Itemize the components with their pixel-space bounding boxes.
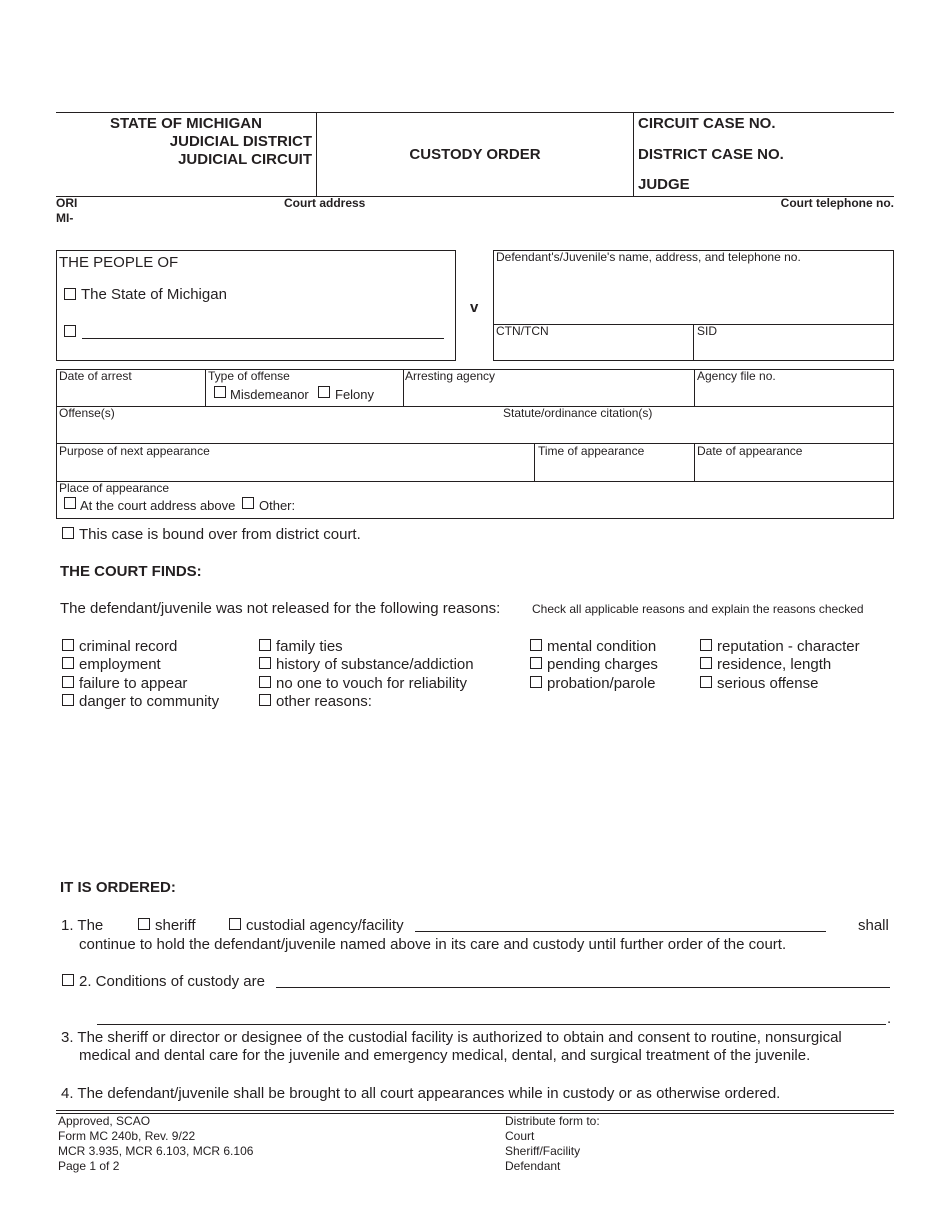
sid-label: SID — [697, 324, 718, 338]
court-telephone-label: Court telephone no. — [780, 196, 894, 210]
order-1-line-2: continue to hold the defendant/juvenile named above in its care and custody until further order of the court. — [79, 936, 787, 953]
order-3-line-1: 3. The sheriff or director or designee of the custodial facility is authorized to obtain and consent to routine, nonsurgical — [61, 1029, 842, 1046]
footer-approved: Approved, SCAO — [58, 1114, 151, 1128]
reason-label: serious offense — [717, 675, 819, 692]
reason-label: criminal record — [79, 638, 178, 655]
people-of-label: THE PEOPLE OF — [59, 254, 179, 271]
custodial-agency-input[interactable] — [415, 931, 826, 932]
findings-intro: The defendant/juvenile was not released for the following reasons: — [60, 600, 501, 617]
statute-label: Statute/ordinance citation(s) — [503, 406, 653, 420]
reason-checkbox-substance[interactable] — [259, 657, 271, 669]
at-court-address-label: At the court address above — [80, 498, 236, 513]
orders-heading: IT IS ORDERED: — [60, 879, 176, 896]
header-top-rule — [56, 112, 894, 113]
reason-checkbox-probation-parole[interactable] — [530, 676, 542, 688]
reason-label: failure to appear — [79, 675, 188, 692]
reason-label: other reasons: — [276, 693, 372, 710]
reason-checkbox-criminal-record[interactable] — [62, 639, 74, 651]
arresting-agency-label: Arresting agency — [405, 369, 496, 383]
header-bottom-rule — [56, 196, 894, 197]
order-4: 4. The defendant/juvenile shall be brought to all court appearances while in custody or as otherwise ordered. — [61, 1085, 781, 1102]
reasons-explanation-area[interactable] — [56, 716, 894, 866]
state-label: STATE OF MICHIGAN — [110, 115, 262, 132]
date-of-arrest-label: Date of arrest — [59, 369, 132, 383]
other-party-input[interactable] — [82, 338, 444, 339]
judicial-district-label: JUDICIAL DISTRICT — [169, 133, 312, 150]
other-place-label: Other: — [259, 498, 296, 513]
findings-instruction: Check all applicable reasons and explain the reasons checked — [532, 602, 864, 616]
custodial-agency-checkbox[interactable] — [229, 918, 241, 930]
conditions-checkbox[interactable] — [62, 974, 74, 986]
other-party-checkbox[interactable] — [64, 325, 76, 337]
footer-rule-1 — [56, 1110, 894, 1111]
order-2-label: 2. Conditions of custody are — [79, 973, 265, 990]
agency-file-no-label: Agency file no. — [697, 369, 776, 383]
grid-col-rule-2 — [403, 369, 404, 406]
bound-over-checkbox[interactable] — [62, 527, 74, 539]
footer-distribute-sheriff: Sheriff/Facility — [505, 1144, 581, 1158]
ori-label: ORI — [56, 196, 78, 210]
page-title: CUSTODY ORDER — [409, 146, 541, 163]
order-3-line-2: medical and dental care for the juvenile and emergency medical, dental, and surgical treatment of the juvenile. — [79, 1047, 811, 1064]
mi-label: MI- — [56, 211, 74, 225]
reason-checkbox-serious-offense[interactable] — [700, 676, 712, 688]
time-of-appearance-label: Time of appearance — [538, 444, 645, 458]
conditions-input-line-2[interactable] — [97, 1024, 886, 1025]
footer-form-number: Form MC 240b, Rev. 9/22 — [58, 1129, 196, 1143]
order-1-shall: shall — [858, 917, 889, 934]
grid-col-rule-4 — [534, 443, 535, 481]
custodial-agency-label: custodial agency/facility — [246, 917, 404, 934]
footer-rule-2 — [56, 1113, 894, 1114]
misdemeanor-checkbox[interactable] — [214, 386, 226, 398]
grid-col-rule-3 — [694, 369, 695, 406]
grid-col-rule-1 — [205, 369, 206, 406]
reason-label: probation/parole — [547, 675, 656, 692]
at-court-address-checkbox[interactable] — [64, 497, 76, 509]
reason-checkbox-danger-to-community[interactable] — [62, 694, 74, 706]
bound-over-label: This case is bound over from district court. — [79, 526, 361, 543]
court-address-label: Court address — [284, 196, 366, 210]
reason-checkbox-reputation[interactable] — [700, 639, 712, 651]
reason-label: mental condition — [547, 638, 657, 655]
footer-mcr: MCR 3.935, MCR 6.103, MCR 6.106 — [58, 1144, 254, 1158]
reason-label: residence, length — [717, 656, 832, 673]
order-2-period: . — [887, 1010, 892, 1027]
reason-checkbox-mental-condition[interactable] — [530, 639, 542, 651]
other-place-checkbox[interactable] — [242, 497, 254, 509]
reason-checkbox-failure-to-appear[interactable] — [62, 676, 74, 688]
sheriff-label: sheriff — [155, 917, 196, 934]
state-of-michigan-checkbox[interactable] — [64, 288, 76, 300]
reason-label: reputation - character — [717, 638, 860, 655]
state-of-michigan-label: The State of Michigan — [81, 286, 227, 303]
felony-checkbox[interactable] — [318, 386, 330, 398]
reason-checkbox-pending-charges[interactable] — [530, 657, 542, 669]
grid-row-rule-1 — [56, 406, 894, 407]
purpose-label: Purpose of next appearance — [59, 444, 210, 458]
order-1-the: 1. The — [61, 917, 104, 934]
offenses-label: Offense(s) — [59, 406, 115, 420]
misdemeanor-label: Misdemeanor — [230, 387, 309, 402]
date-of-appearance-label: Date of appearance — [697, 444, 803, 458]
conditions-input-line-1[interactable] — [276, 987, 890, 988]
district-case-no-label: DISTRICT CASE NO. — [638, 146, 784, 163]
reason-label: pending charges — [547, 656, 658, 673]
reason-checkbox-other-reasons[interactable] — [259, 694, 271, 706]
ctn-tcn-label: CTN/TCN — [496, 324, 549, 338]
findings-heading: THE COURT FINDS: — [60, 563, 202, 580]
defendant-label: Defendant's/Juvenile's name, address, and telephone no. — [496, 250, 801, 264]
grid-col-rule-5 — [694, 443, 695, 481]
footer-distribute-defendant: Defendant — [505, 1159, 561, 1173]
grid-row-rule-3 — [56, 481, 894, 482]
reason-checkbox-no-one-to-vouch[interactable] — [259, 676, 271, 688]
judge-label: JUDGE — [638, 176, 690, 193]
reason-label: no one to vouch for reliability — [276, 675, 467, 692]
reason-label: employment — [79, 656, 161, 673]
type-of-offense-label: Type of offense — [208, 369, 290, 383]
reason-checkbox-employment[interactable] — [62, 657, 74, 669]
felony-label: Felony — [335, 387, 375, 402]
reason-checkbox-family-ties[interactable] — [259, 639, 271, 651]
reason-label: history of substance/addiction — [276, 656, 474, 673]
judicial-circuit-label: JUDICIAL CIRCUIT — [178, 151, 312, 168]
footer-page-number: Page 1 of 2 — [58, 1159, 120, 1173]
header-divider-right — [633, 112, 634, 196]
circuit-case-no-label: CIRCUIT CASE NO. — [638, 115, 776, 132]
footer-distribute-court: Court — [505, 1129, 535, 1143]
reason-checkbox-residence[interactable] — [700, 657, 712, 669]
sheriff-checkbox[interactable] — [138, 918, 150, 930]
reason-label: family ties — [276, 638, 343, 655]
reason-label: danger to community — [79, 693, 220, 710]
place-of-appearance-label: Place of appearance — [59, 481, 170, 495]
footer-distribute: Distribute form to: — [505, 1114, 600, 1128]
versus-label: v — [470, 299, 479, 316]
ctn-sid-divider — [693, 324, 694, 361]
